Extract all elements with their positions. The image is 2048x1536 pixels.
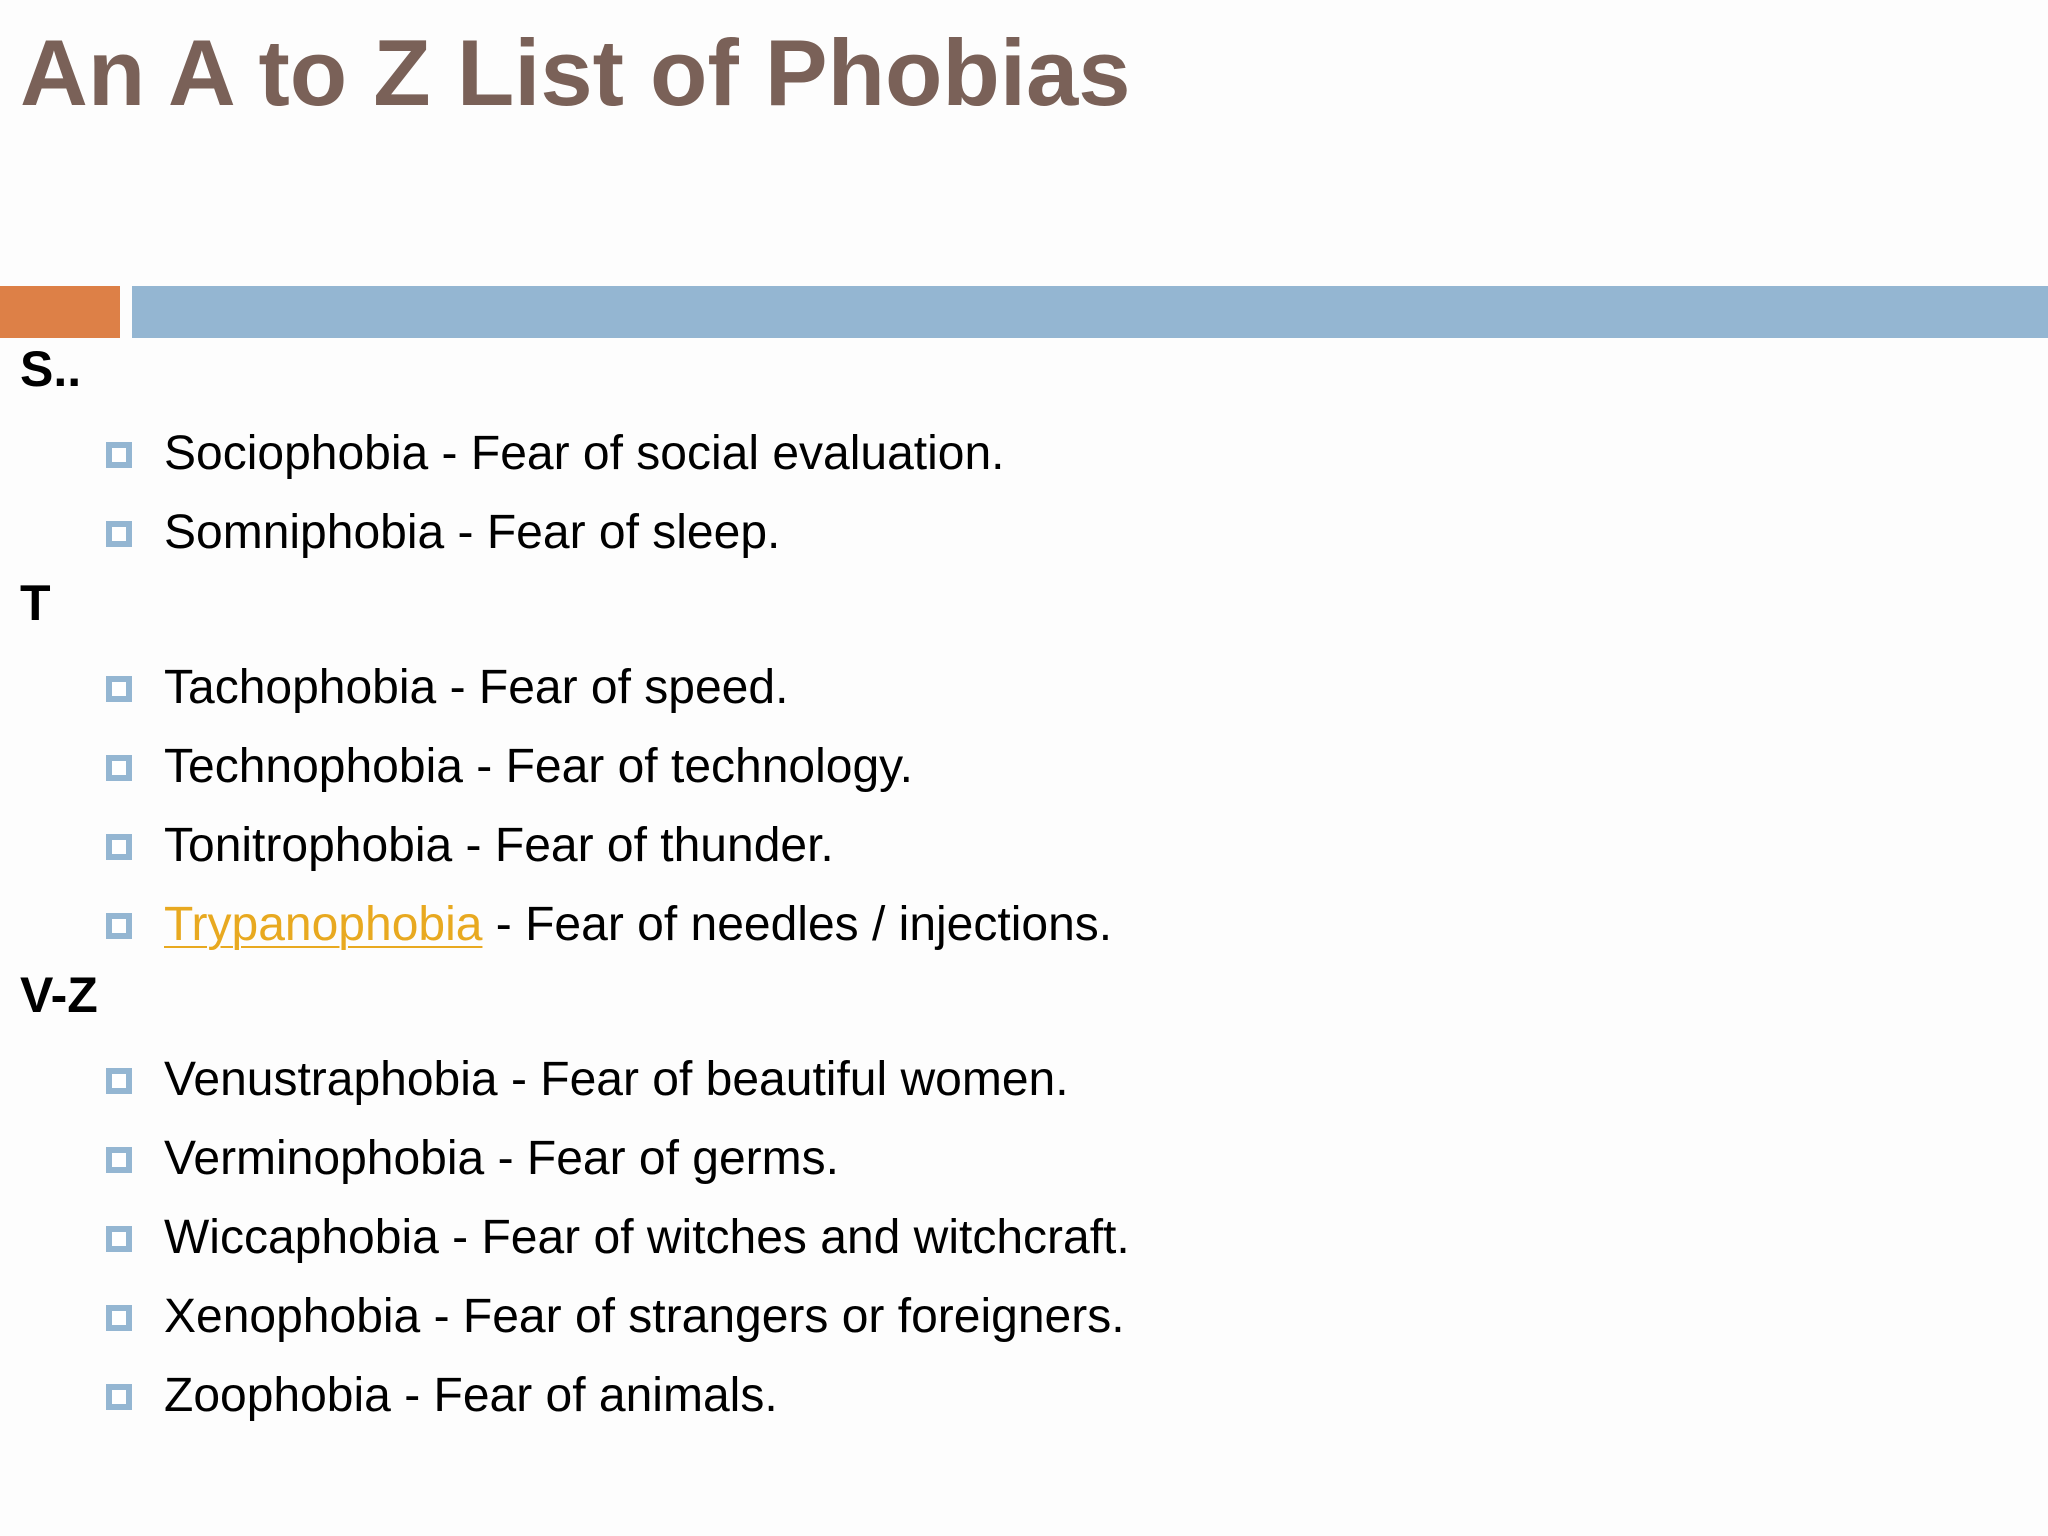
list-item <box>20 806 2000 885</box>
letter-section <box>20 572 2000 964</box>
page-title: An A to Z List of Phobias <box>20 20 1131 125</box>
square-bullet-icon <box>106 1384 132 1410</box>
phobia-description: - Fear of thunder. <box>452 819 834 872</box>
list-item <box>20 1356 2000 1435</box>
phobia-description: - Fear of beautiful women. <box>497 1053 1069 1106</box>
phobia-name-link[interactable]: Trypanophobia <box>164 898 483 951</box>
phobia-description: - Fear of sleep. <box>444 506 781 559</box>
list-item <box>20 1119 2000 1198</box>
square-bullet-icon <box>106 442 132 468</box>
list-item <box>20 1040 2000 1119</box>
phobia-name: Technophobia <box>164 740 463 793</box>
phobia-items <box>20 414 2000 572</box>
phobia-name: Sociophobia <box>164 427 429 480</box>
section-heading: V-Z <box>20 967 98 1023</box>
square-bullet-icon <box>106 913 132 939</box>
list-item <box>20 1277 2000 1356</box>
phobia-items <box>20 648 2000 964</box>
section-heading: S.. <box>20 341 82 397</box>
list-item <box>20 493 2000 572</box>
square-bullet-icon <box>106 1068 132 1094</box>
square-bullet-icon <box>106 676 132 702</box>
phobia-description: - Fear of needles / injections. <box>482 898 1113 951</box>
phobia-name: Somniphobia <box>164 506 445 559</box>
phobia-description: - Fear of strangers or foreigners. <box>420 1290 1125 1343</box>
square-bullet-icon <box>106 834 132 860</box>
square-bullet-icon <box>106 1147 132 1173</box>
phobia-description: - Fear of social evaluation. <box>428 427 1005 480</box>
phobia-description: - Fear of animals. <box>390 1369 778 1422</box>
square-bullet-icon <box>106 755 132 781</box>
square-bullet-icon <box>106 521 132 547</box>
phobia-list <box>20 338 2000 1435</box>
phobia-name: Tonitrophobia <box>164 819 453 872</box>
phobia-description: - Fear of technology. <box>462 740 913 793</box>
phobia-description: - Fear of speed. <box>436 661 789 714</box>
list-item <box>20 885 2000 964</box>
list-item <box>20 1198 2000 1277</box>
title-divider-bar <box>132 286 2048 338</box>
phobia-name: Tachophobia <box>164 661 437 714</box>
list-item <box>20 414 2000 493</box>
phobia-description: - Fear of germs. <box>484 1132 839 1185</box>
phobia-name: Verminophobia <box>164 1132 485 1185</box>
title-accent-bar <box>0 286 120 338</box>
list-item <box>20 648 2000 727</box>
section-heading: T <box>20 575 51 631</box>
square-bullet-icon <box>106 1226 132 1252</box>
list-item <box>20 727 2000 806</box>
phobia-items <box>20 1040 2000 1435</box>
phobia-name: Xenophobia <box>164 1290 421 1343</box>
phobia-description: - Fear of witches and witchcraft. <box>438 1211 1130 1264</box>
phobia-name: Wiccaphobia <box>164 1211 439 1264</box>
square-bullet-icon <box>106 1305 132 1331</box>
letter-section <box>20 964 2000 1435</box>
phobia-name: Venustraphobia <box>164 1053 498 1106</box>
letter-section <box>20 338 2000 572</box>
phobia-name: Zoophobia <box>164 1369 391 1422</box>
